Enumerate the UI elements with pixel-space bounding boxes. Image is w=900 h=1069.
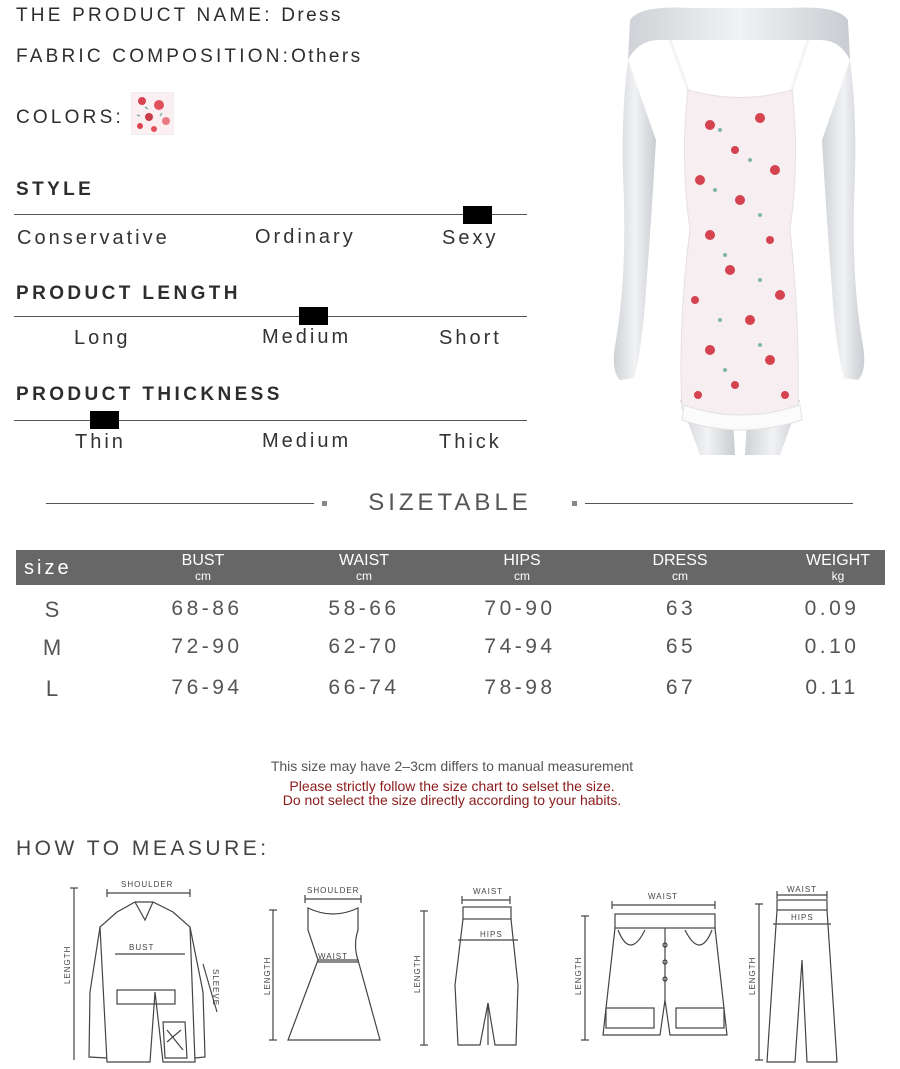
fabric-label: FABRIC COMPOSITION:: [16, 46, 292, 67]
dress-waist-label: WAIST: [318, 952, 349, 961]
pants-diagram: [745, 880, 855, 1064]
skirt-length-label: LENGTH: [413, 954, 422, 993]
skirt-waist-label: WAIST: [473, 887, 504, 896]
weight-cell: 0.09: [804, 597, 860, 620]
bust-column-header: BUST cm: [181, 552, 225, 583]
thickness-option-thin: Thin: [75, 431, 126, 453]
how-to-measure-title: HOW TO MEASURE:: [16, 837, 270, 860]
sizetable-title: SIZETABLE: [368, 489, 532, 516]
weight-column-header: WEIGHT kg: [806, 552, 870, 583]
thickness-title: PRODUCT THICKNESS: [16, 384, 283, 405]
skirt-diagram: [410, 885, 560, 1064]
style-title: STYLE: [16, 179, 95, 200]
pants-waist-label: WAIST: [787, 885, 818, 894]
style-option-conservative: Conservative: [17, 227, 170, 249]
thickness-option-medium: Medium: [262, 430, 352, 452]
hips-column-header: HIPS cm: [503, 552, 541, 583]
size-warning-1: Please strictly follow the size chart to selset the size.: [289, 778, 615, 794]
length-option-long: Long: [74, 327, 131, 349]
sizetable-dot-right: [572, 501, 577, 506]
product-name-line: [16, 5, 343, 27]
hips-cell: 78-98: [484, 676, 556, 699]
bust-cell: 72-90: [171, 635, 243, 658]
size-warning-2: Do not select the size directly according to your habits.: [282, 792, 622, 808]
waist-column-header: WAIST cm: [338, 552, 390, 583]
table-row: [0, 635, 900, 663]
thickness-option-thick: Thick: [439, 431, 502, 453]
jacket-shoulder-label: SHOULDER: [121, 880, 174, 889]
color-swatch[interactable]: [131, 92, 174, 135]
length-option-short: Short: [439, 327, 502, 349]
pants-hips-label: HIPS: [791, 913, 814, 922]
skirt-hips-label: HIPS: [480, 930, 503, 939]
thickness-marker: [90, 411, 119, 429]
size-cell: S: [44, 597, 60, 622]
size-column-header: size: [24, 557, 72, 579]
dress-photo: [600, 0, 878, 455]
dress-shoulder-label: SHOULDER: [307, 886, 360, 895]
style-scale-line: [14, 214, 527, 215]
length-title: PRODUCT LENGTH: [16, 283, 241, 304]
jacket-length-label: LENGTH: [63, 945, 72, 984]
product-name-label: THE PRODUCT NAME:: [16, 5, 273, 26]
length-option-medium: Medium: [262, 326, 352, 348]
pants-length-label: LENGTH: [748, 956, 757, 995]
waist-cell: 62-70: [328, 635, 400, 658]
dress-cell: 67: [665, 676, 697, 699]
size-cell: L: [45, 676, 59, 701]
colors-label: COLORS:: [16, 107, 124, 128]
length-scale-line: [14, 316, 527, 317]
dress-cell: 63: [665, 597, 697, 620]
style-marker: [463, 206, 492, 224]
shorts-length-label: LENGTH: [574, 956, 583, 995]
waist-cell: 66-74: [328, 676, 400, 699]
bust-cell: 68-86: [171, 597, 243, 620]
table-row: [0, 597, 900, 625]
product-name-value: Dress: [281, 5, 343, 26]
shorts-diagram: [570, 890, 730, 1064]
hips-cell: 74-94: [484, 635, 556, 658]
style-option-sexy: Sexy: [442, 227, 499, 249]
dress-length-label: LENGTH: [263, 956, 272, 995]
jacket-bust-label: BUST: [129, 943, 155, 952]
weight-cell: 0.10: [804, 635, 860, 658]
table-row: [0, 676, 900, 704]
hips-cell: 70-90: [484, 597, 556, 620]
size-table-header: [16, 550, 885, 585]
sizetable-rule-right: [585, 503, 853, 504]
size-cell: M: [42, 635, 62, 660]
dress-column-header: DRESS cm: [652, 552, 708, 583]
waist-cell: 58-66: [328, 597, 400, 620]
measurement-note: This size may have 2–3cm differs to manual measurement: [270, 758, 634, 774]
fabric-value: Others: [291, 46, 363, 67]
length-marker: [299, 307, 328, 325]
bust-cell: 76-94: [171, 676, 243, 699]
jacket-sleeve-label: SLEEVE: [211, 969, 220, 1007]
weight-cell: 0.11: [805, 676, 859, 699]
dress-diagram: [258, 880, 388, 1064]
fabric-line: [16, 46, 363, 68]
style-option-ordinary: Ordinary: [255, 226, 356, 248]
dress-cell: 65: [665, 635, 697, 658]
jacket-diagram: [55, 872, 235, 1064]
shorts-waist-label: WAIST: [648, 892, 679, 901]
